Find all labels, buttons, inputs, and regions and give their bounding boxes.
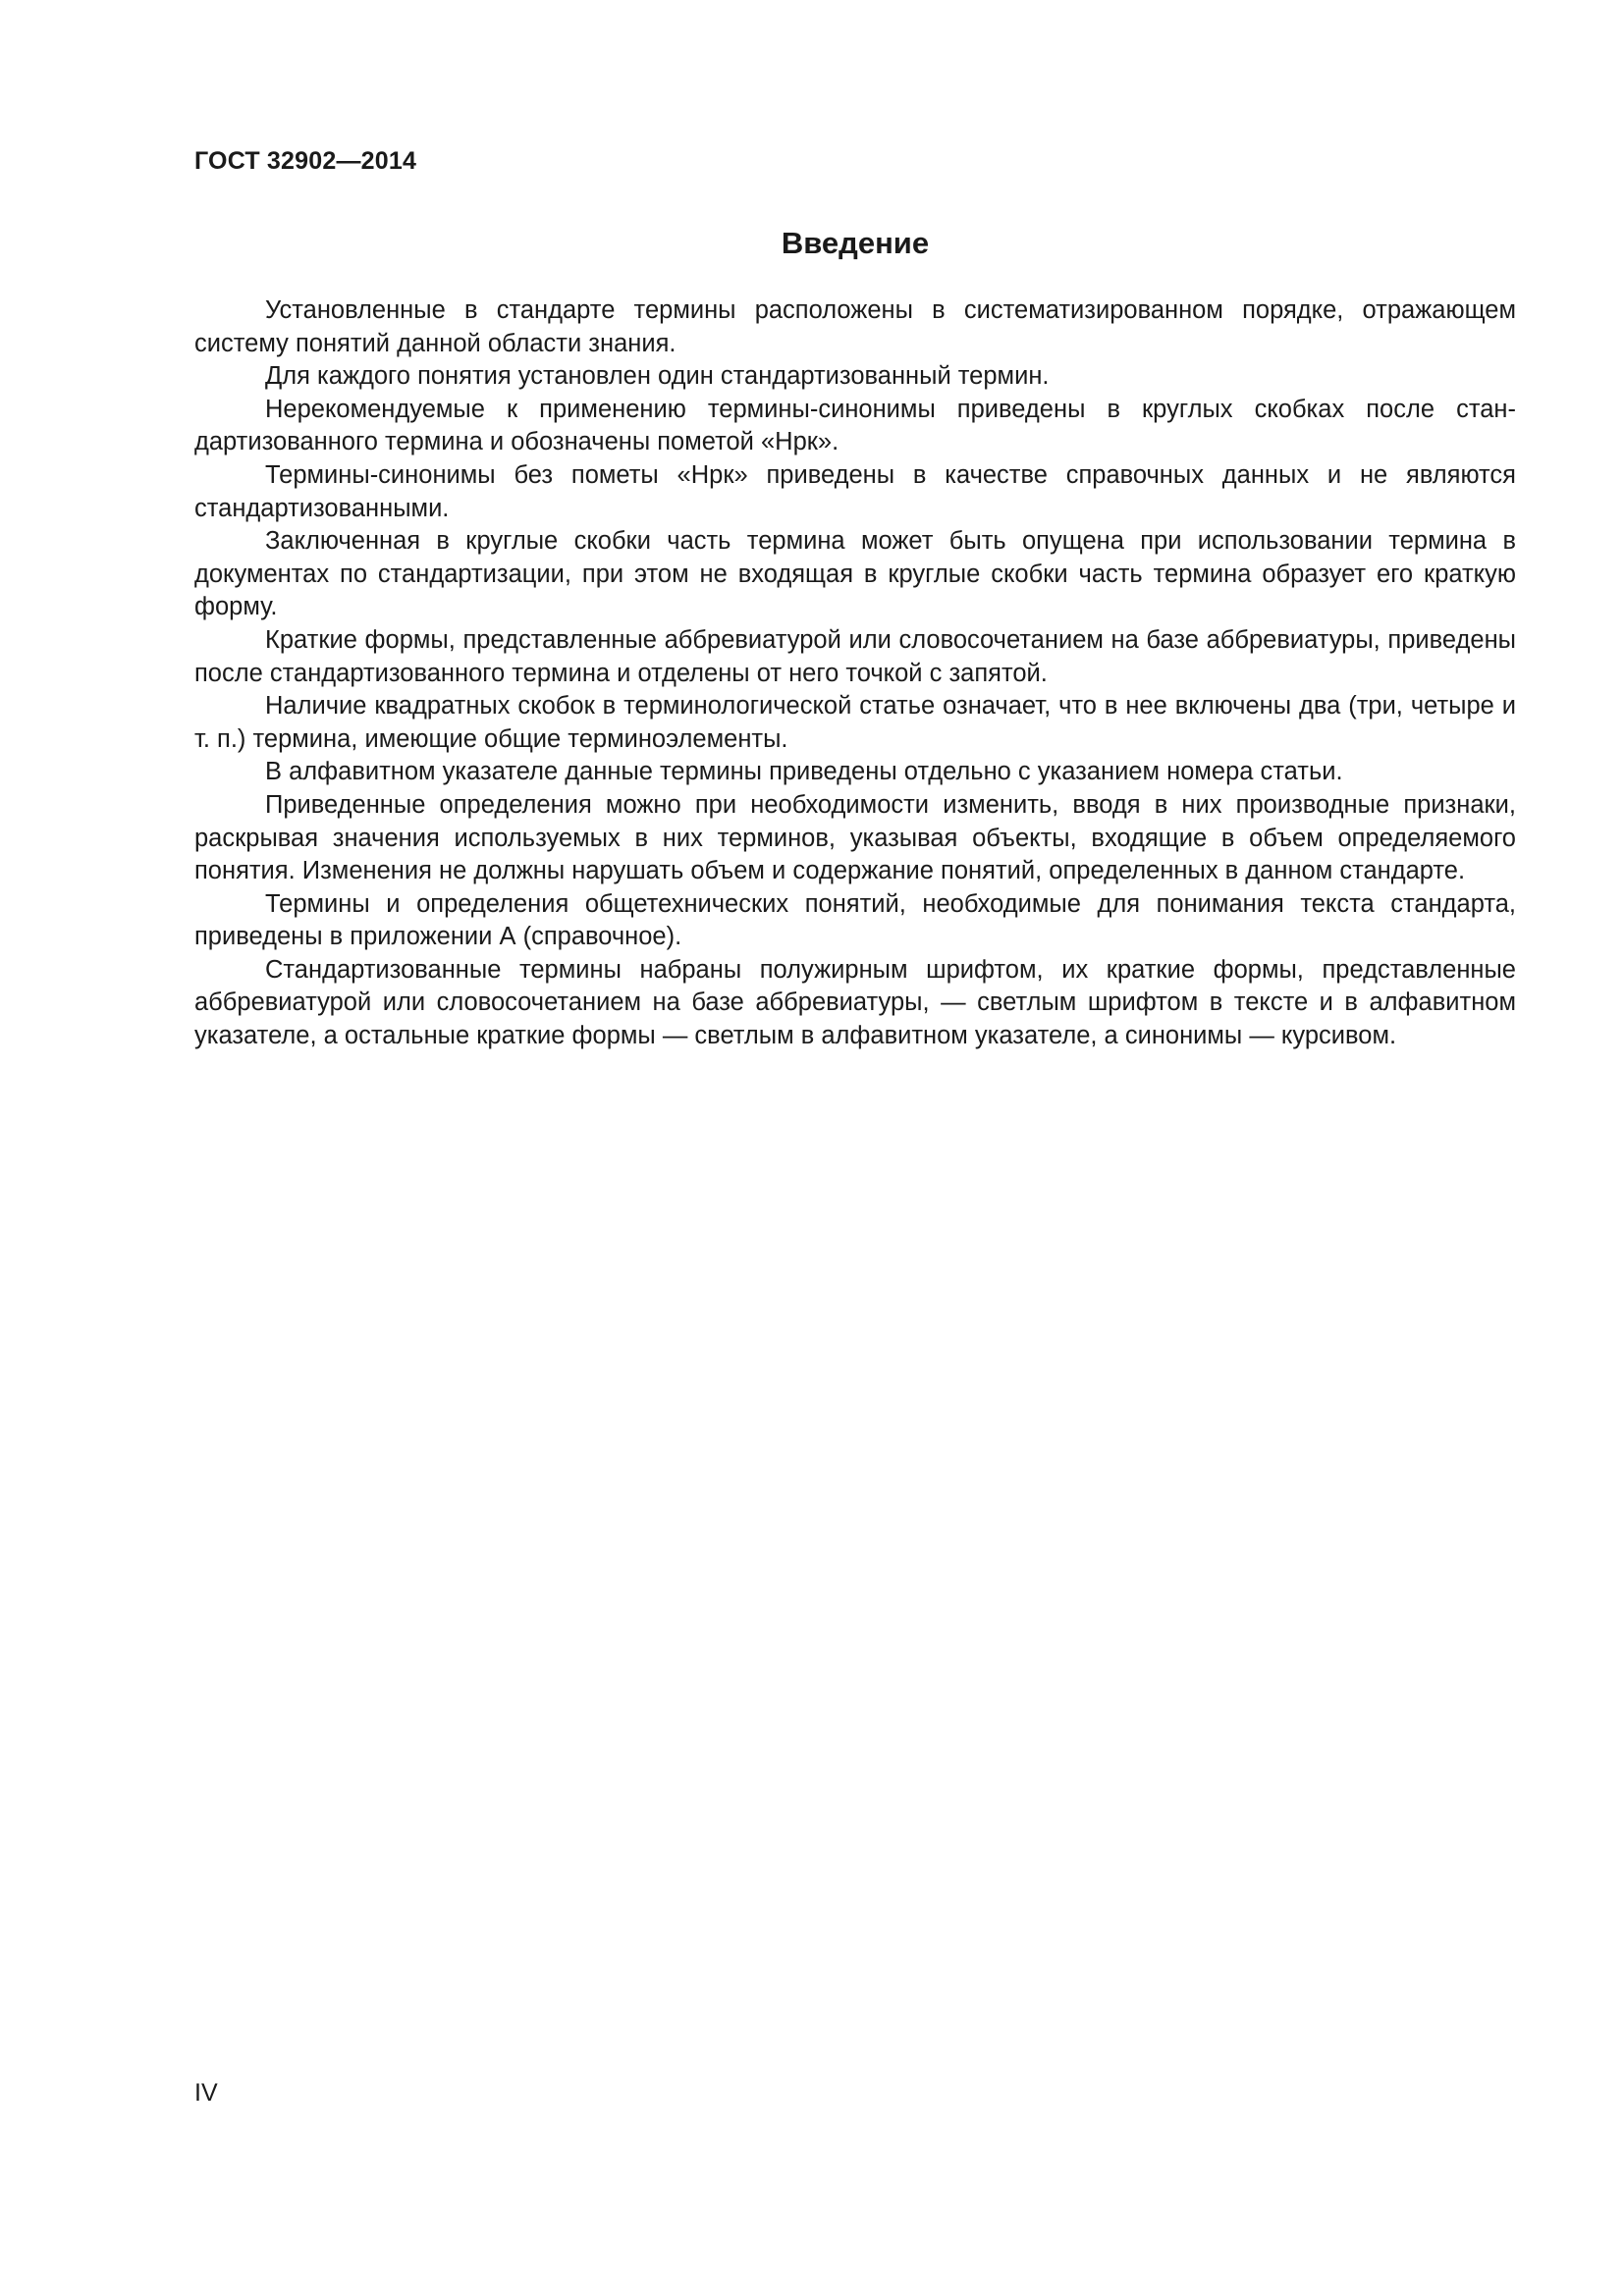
introduction-body xyxy=(194,294,1516,1053)
paragraph: Приведенные определения можно при необходимости изменить, вводя в них производные признаки, раскрывая значения используемых в них терминов, указывая объекты, входящие в объем определяемого понятия. Изменения не должны нарушать объем и содержание понятий, определенных в данном стандарте. xyxy=(194,790,1516,885)
paragraph: Для каждого понятия установлен один стандартизованный термин. xyxy=(265,362,1050,391)
paragraph: Стандартизованные термины набраны полужирным шрифтом, их краткие формы, представленные аббревиатурой или словосочетанием на базе аббревиатуры, — светлым шрифтом в тексте и в алфавитном указателе, а остальные краткие формы — светлым в алфавитном указателе, а синонимы — курсивом. xyxy=(194,955,1516,1050)
section-title: Введение xyxy=(781,226,930,260)
page-number: IV xyxy=(194,2079,218,2107)
paragraph: Краткие формы, представленные аббревиатурой или словосочетанием на базе аббревиатуры, приведены после стандартизованного термина и отделены от него точкой с запятой. xyxy=(194,625,1516,687)
document-code: ГОСТ 32902—2014 xyxy=(194,147,417,175)
paragraph: Заключенная в круглые скобки часть термина может быть опущена при использовании термина в документах по стандартизации, при этом не входящая в круглые скобки часть термина образует его краткую форму. xyxy=(194,527,1516,621)
paragraph: Нерекомендуемые к применению термины-синонимы приведены в круглых скобках после стандартизованного термина и обозначены пометой «Нрк». xyxy=(194,395,1516,456)
paragraph: Термины и определения общетехнических понятий, необходимые для понимания текста стандарта, приведены в приложении А (справочное). xyxy=(194,889,1516,951)
paragraph: Установленные в стандарте термины расположены в систематизированном порядке, отражающем систему понятий данной области знания. xyxy=(194,296,1516,357)
paragraph: Термины-синонимы без пометы «Нрк» приведены в качестве справочных данных и не являются стандартизованными. xyxy=(194,460,1516,522)
paragraph: Наличие квадратных скобок в терминологической статье означает, что в нее включены два (три, четыре и т. п.) термина, имеющие общие терминоэлементы. xyxy=(194,692,1516,753)
paragraph: В алфавитном указателе данные термины приведены отдельно с указанием номера статьи. xyxy=(265,758,1343,786)
